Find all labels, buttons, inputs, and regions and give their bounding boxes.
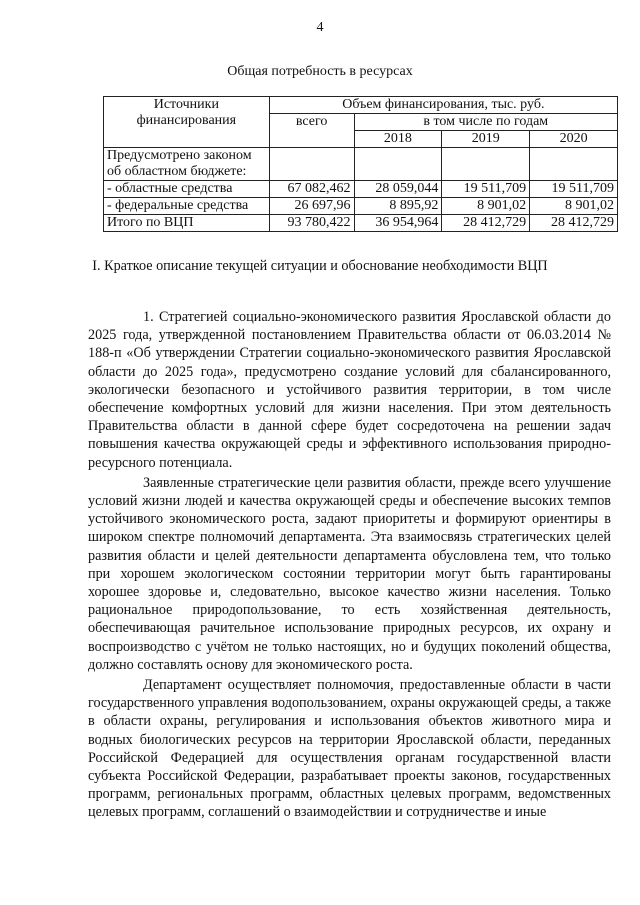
cell-2020: 28 412,729 — [530, 215, 618, 232]
empty-cell — [354, 148, 442, 181]
empty-cell — [269, 148, 354, 181]
section-heading: I. Краткое описание текущей ситуации и обоснование необходимости ВЦП — [92, 258, 548, 274]
page-number: 4 — [316, 20, 324, 35]
cell-2018: 8 895,92 — [354, 198, 442, 215]
col-years-header: в том числе по годам — [354, 114, 617, 131]
row-label: - областные средства — [104, 181, 270, 198]
table-row — [104, 181, 618, 198]
table-row — [104, 198, 618, 215]
table-row — [104, 215, 618, 232]
cell-2018: 28 059,044 — [354, 181, 442, 198]
row-label: Итого по ВЦП — [104, 215, 270, 232]
year-header: 2019 — [442, 131, 530, 148]
cell-total: 93 780,422 — [269, 215, 354, 232]
cell-2019: 28 412,729 — [442, 215, 530, 232]
cell-total: 67 082,462 — [269, 181, 354, 198]
table-row — [104, 148, 618, 181]
cell-2020: 8 901,02 — [530, 198, 618, 215]
cell-2018: 36 954,964 — [354, 215, 442, 232]
table-title: Общая потребность в ресурсах — [227, 64, 413, 79]
col-source-header: Источники финансирования — [104, 97, 270, 148]
year-header: 2018 — [354, 131, 442, 148]
row-label: - федеральные средства — [104, 198, 270, 215]
col-total-header: всего — [269, 114, 354, 148]
paragraph: 1. Стратегией социально-экономического развития Ярославской области до 2025 года, утвержденной постановлением Правительства области от 06.03.2014 № 188-п «Об утверждении Стратегии социально-экономического развития Ярославской области до 2025 года», предусмотрено создание условий для сбалансированного, экологически безопасного и устойчивого развития территории, в том числе обеспечение комфортных условий для жизни населения. При этом деятельность Правительства области в данной сфере будет сосредоточена на решении задач повышения качества окружающей среды и эффективного использования природно-ресурсного потенциала. — [88, 309, 611, 471]
paragraph: Департамент осуществляет полномочия, предоставленные области в части государственного управления водопользованием, охраны окружающей среды, а также в области охраны, регулирования и использования объектов животного мира и водных биологических ресурсов на территории Ярославской области, переданных Российской Федерацией для осуществления органам государственной власти субъекта Российской Федерации, разрабатывает проекты законов, государственных программ, региональных программ, областных целевых программ, ведомственных целевых программ, соглашений о взаимодействии и сотрудничестве и иные — [88, 677, 611, 821]
cell-2020: 19 511,709 — [530, 181, 618, 198]
body-text — [88, 308, 611, 824]
financing-table — [103, 96, 618, 232]
col-volume-header: Объем финансирования, тыс. руб. — [269, 97, 617, 114]
paragraph: Заявленные стратегические цели развития области, прежде всего улучшение условий жизни людей и качества окружающей среды и обеспечение высоких темпов устойчивого экономического роста, задают приоритеты и формируют ориентиры в широком спектре полномочий департамента. Эта взаимосвязь стратегических целей развития области и целей деятельности департамента обусловлена тем, что только при хорошем экологическом состоянии территории могут быть гарантированы хорошее здоровье и, следовательно, высокое качество жизни населения. Только рациональное природопользование, то есть хозяйственная деятельность, обеспечивающая рачительное использование природных ресурсов, их охрану и воспроизводство с учётом не только настоящих, но и будущих поколений общества, должно составлять основу для экономического роста. — [88, 474, 611, 673]
empty-cell — [530, 148, 618, 181]
cell-2019: 8 901,02 — [442, 198, 530, 215]
group-label: Предусмотрено законом об областном бюджете: — [104, 148, 270, 181]
table-header-row — [104, 97, 618, 114]
cell-total: 26 697,96 — [269, 198, 354, 215]
year-header: 2020 — [530, 131, 618, 148]
empty-cell — [442, 148, 530, 181]
cell-2019: 19 511,709 — [442, 181, 530, 198]
